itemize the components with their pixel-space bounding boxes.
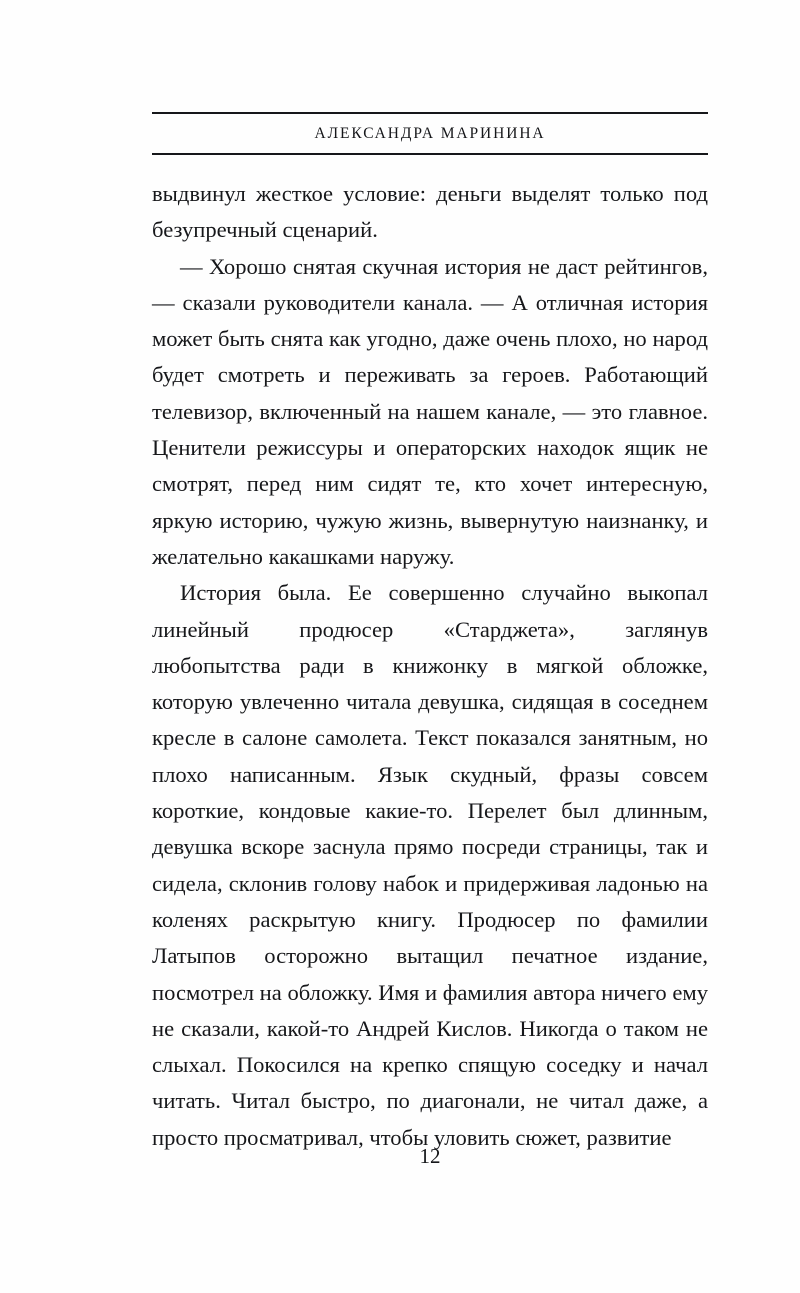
- running-head-rule-bottom: [152, 153, 708, 155]
- paragraph: — Хорошо снятая скучная история не даст рейтингов, — сказали руководители канала. — А отличная история может быть снята как угодно, даже очень плохо, но народ будет смотреть и переживать за героев. Работающий телевизор, включенный на нашем канале, — это главное. Ценители режиссуры и операторских находок ящик не смотрят, перед ним сидят те, кто хочет интересную, яркую историю, чужую жизнь, вывернутую наизнанку, и желательно какашками наружу.: [152, 253, 708, 569]
- body-text: [152, 176, 708, 1156]
- paragraph: История была. Ее совершенно случайно выкопал линейный продюсер «Старджета», заглянув любопытства ради в книжонку в мягкой обложке, которую увлеченно читала девушка, сидящая в соседнем кресле в салоне самолета. Текст показался занятным, но плохо написанным. Язык скудный, фразы совсем короткие, кондовые какие-то. Перелет был длинным, девушка вскоре заснула прямо посреди страницы, так и сидела, склонив голову набок и придерживая ладонью на коленях раскрытую книгу. Продюсер по фамилии Латыпов осторожно вытащил печатное издание, посмотрел на обложку. Имя и фамилия автора ничего ему не сказали, какой-то Андрей Кислов. Никогда о таком не слыхал. Покосился на крепко спящую соседку и начал читать. Читал быстро, по диагонали, не читал даже, а просто просматривал, чтобы уловить сюжет, развитие: [152, 580, 708, 1150]
- page-number: 12: [419, 1144, 441, 1168]
- paragraph: выдвинул жесткое условие: деньги выделят только под безупречный сценарий.: [152, 181, 708, 243]
- running-head: [152, 112, 708, 155]
- running-head-title: АЛЕКСАНДРА МАРИНИНА: [314, 125, 546, 142]
